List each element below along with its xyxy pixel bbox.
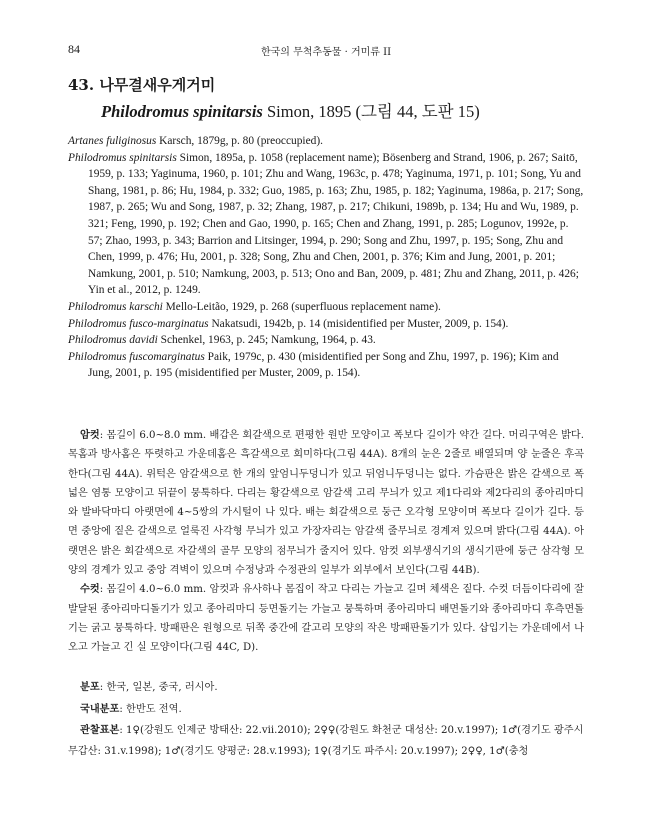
distribution-text: : 한국, 일본, 중국, 러시아. [99, 682, 218, 693]
female-label: 암컷 [80, 429, 100, 441]
synonym-citation: Simon, 1895a, p. 1058 (replacement name); Bösenberg and Strand, 1906, p. 267; Saitō, 1959, p. 133; Yaginuma, 1960, p. 101; Zhu and Wang, 1963c, p. 478; Yaginuma, 1971, p. 101; Song, Yu and Shang, 1981, p. 86; Hu, 1984, p. 332; Guo, 1985, p. 163; Zhu, 1985, p. 182; Yaginuma, 1986a, p. 217; Song, 1987, p. 265; Wu and Song, 1987, p. 32; Zhang, 1987, p. 217; Chikuni, 1989b, p. 134; Hu and Wu, 1989, p. 321; Feng, 1990, p. 192; Chen and Gao, 1990, p. 165; Chen and Zhang, 1991, p. 285; Logunov, 1992e, p. 57; Zhao, 1993, p. 343; Barrion and Litsinger, 1994, p. 290; Song and Zhu, 1997, p. 195; Song, Zhu and Chen, 1999, p. 476; Hu, 2001, p. 328; Song, Zhu and Chen, 2001, p. 376; Kim and Jung, 2001, p. 201; Namkung, 2001, p. 510; Namkung, 2003, p. 513; Ono and Ban, 2009, p. 481; Zhu and Zhang, 2011, p. 426; Yin et al., 2012, p. 1249. [88, 151, 584, 297]
synonymy-entry [68, 316, 584, 333]
species-title [68, 74, 588, 122]
synonymy-entry [68, 349, 584, 382]
species-number-korean-name: 43. 나무결새우게거미 [68, 76, 216, 94]
synonym-citation: Schenkel, 1963, p. 245; Namkung, 1964, p. 43. [157, 334, 376, 347]
species-binomial: Philodromus spinitarsis [101, 102, 263, 121]
specimens-text: : 1♀(강원도 인제군 방태산: 22.vii.2010); 2♀♀(강원도 화천군 대성산: 20.v.1997); 1♂(경기도 광주시 무갑산: 31.v.1998); 1♂(경기도 양평군: 28.v.1993); 1♀(경기도 파주시: 20.v.1997); 2♀♀, 1♂(충청 [68, 725, 584, 757]
synonym-taxon: Philodromus spinitarsis [68, 151, 177, 164]
male-description [68, 580, 584, 657]
male-label: 수컷 [80, 583, 100, 596]
female-text: : 몸길이 6.0~8.0 mm. 배갑은 회갈색으로 편평한 원반 모양이고 폭보다 길이가 약간 길다. 머리구역은 밝다. 목홈과 방사홈은 뚜렷하고 가운데홈은 흑갈색으로 희미하다(그림 44A). 8개의 눈은 2줄로 배열되며 양 눈줄은 후곡한다(그림 44A). 위턱은 암갈색으로 한 개의 앞엄니두덩니가 있고 뒤엄니두덩니는 없다. 가슴판은 밝은 갈색으로 폭넓은 염통 모양이고 뒤끝이 뭉툭하다. 다리는 황갈색으로 암갈색 고리 무늬가 있고 제1다리와 제2다리의 종아리마디와 발바닥마디 아랫면에 4~5쌍의 가시털이 나 있다. 배는 회갈색으로 둥근 오각형 모양이며 폭보다 길이가 길다. 등면 중앙에 짙은 갈색으로 얼룩진 사각형 무늬가 있고 가장자리는 암갈색 줄무늬로 경계져 있으며 밝다(그림 44A). 아랫면은 밝은 회갈색으로 자갈색의 골무 모양의 점무늬가 줄지어 있다. 암컷 외부생식기의 생식기판에 둥근 삼각형 모양의 경계가 있고 중앙 격벽이 있으며 수정낭과 수정관의 일부가 외부에서 보인다(그림 44B). [68, 430, 584, 577]
specimens-label: 관찰표본 [80, 724, 120, 736]
synonym-citation: Mello-Leitão, 1929, p. 268 (superfluous replacement name). [162, 300, 441, 313]
running-header: 한국의 무척추동물 · 거미류 II [260, 47, 392, 58]
synonymy-entry [68, 150, 584, 299]
female-description [68, 426, 584, 580]
korean-distribution [68, 699, 584, 721]
distribution-block [68, 677, 584, 762]
male-text: : 몸길이 4.0~6.0 mm. 암컷과 유사하나 몸집이 작고 다리는 가늘고 길며 체색은 짙다. 수컷 더듬이다리에 잘 발달된 종아리마디돌기가 있고 종아리마디 등면돌기는 가늘고 뭉툭하며 종아리마디 배면돌기와 종아리마디 후측면돌기는 굵고 뭉툭하다. 방패판은 원형으로 뒤쪽 중간에 갈고리 모양의 작은 방패판돌기가 있다. 삽입기는 가운데에서 나오고 가늘고 긴 실 모양이다(그림 44C, D). [68, 584, 584, 654]
synonymy-entry [68, 299, 584, 316]
synonym-taxon: Artanes fuliginosus [68, 135, 157, 147]
synonymy-entry [68, 133, 584, 150]
synonym-taxon: Philodromus karschi [68, 300, 163, 313]
korean-distribution-text: : 한반도 전역. [119, 703, 182, 715]
species-authority: Simon, 1895 (그림 44, 도판 15) [262, 102, 480, 121]
examined-specimens [68, 720, 584, 762]
distribution [68, 677, 584, 699]
synonymy-entry [68, 332, 584, 349]
synonymy-list [68, 133, 584, 382]
species-description [68, 426, 584, 658]
korean-distribution-label: 국내분포 [80, 702, 120, 715]
synonym-taxon: Philodromus davidi [68, 334, 158, 347]
synonym-citation: Karsch, 1879g, p. 80 (preoccupied). [156, 135, 323, 147]
species-scientific-name [68, 98, 588, 122]
synonym-citation: Nakatsudi, 1942b, p. 14 (misidentified per Muster, 2009, p. 154). [208, 317, 509, 330]
synonym-citation: Paik, 1979c, p. 430 (misidentified per Song and Zhu, 1997, p. 196); Kim and Jung, 2001, p. 195 (misidentified per Muster, 2009, p. 154). [88, 350, 559, 380]
page-header [68, 42, 584, 58]
distribution-label: 분포 [80, 681, 100, 693]
page-number: 84 [68, 42, 80, 56]
synonym-taxon: Philodromus fusco-marginatus [68, 317, 209, 330]
synonym-taxon: Philodromus fuscomarginatus [68, 350, 205, 363]
